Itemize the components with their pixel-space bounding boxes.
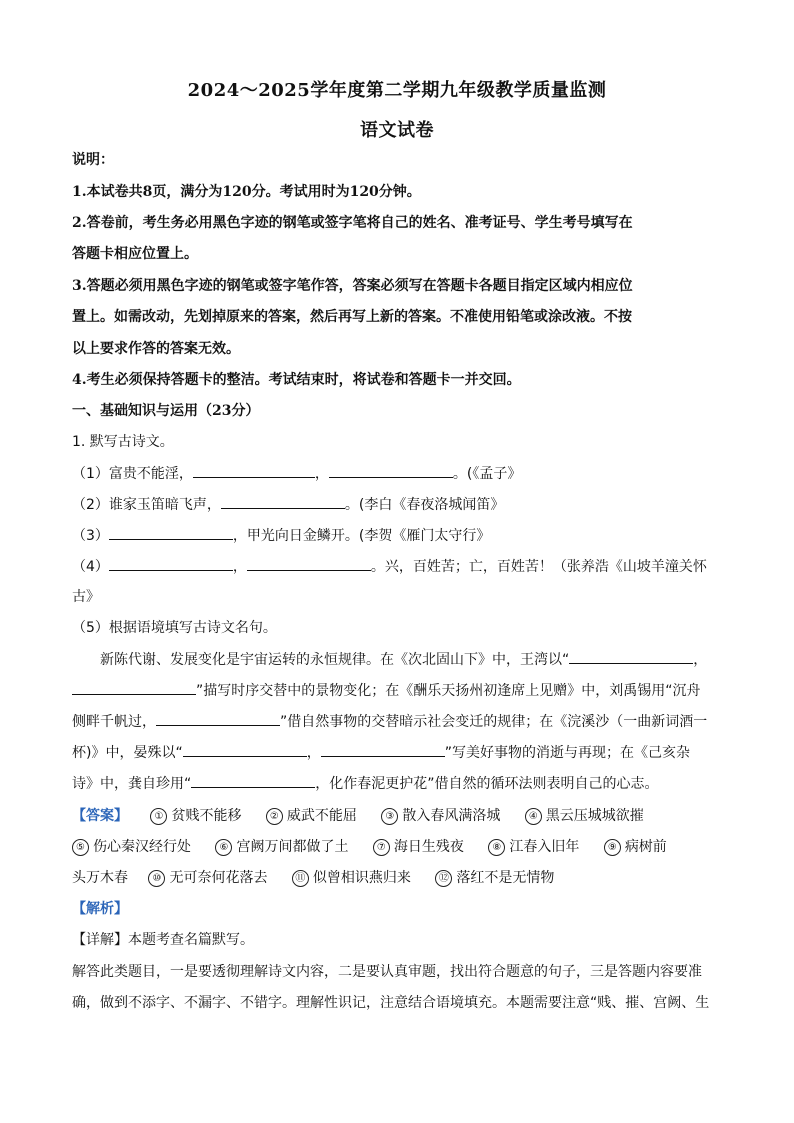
answer-text: 江春入旧年	[509, 839, 580, 855]
passage-text: 新陈代谢、发展变化是宇宙运转的永恒规律。在《次北固山下》中，王湾以“	[100, 652, 570, 668]
question-1-title: 1. 默写古诗文。	[72, 434, 174, 450]
answer-number: ②	[266, 808, 283, 825]
passage-line-3	[72, 711, 722, 732]
section-heading: 一、基础知识与运用（23分）	[72, 403, 260, 419]
analysis-detail: 【详解】本题考查名篇默写。	[72, 932, 254, 948]
q1-4-suffix: 。兴，百姓苦；亡，百姓苦！（张养浩《山坡羊潼关怀	[370, 559, 707, 575]
answer-number: ⑦	[373, 839, 390, 856]
q1-3-prefix: （3）	[72, 528, 109, 544]
passage-line-2	[72, 680, 722, 701]
passage-line-4	[72, 742, 722, 763]
question-1-1	[72, 463, 722, 484]
answer-text: 黑云压城城欲摧	[545, 808, 644, 824]
q1-3-suffix: ，甲光向日金鳞开。(李贺《雁门太守行》	[232, 528, 491, 544]
passage-text: 侧畔千帆过，	[72, 714, 156, 730]
question-1-5-title: （5）根据语境填写古诗文名句。	[72, 620, 277, 636]
answer-item	[381, 806, 500, 826]
instruction-item-3-line-3: 以上要求作答的答案无效。	[72, 341, 240, 357]
q1-1-prefix: （1）富贵不能淫，	[72, 466, 193, 482]
passage-text: ，化作春泥更护花”借自然的循环法则表明自己的心志。	[315, 776, 659, 792]
passage-text: ”描写时序交替中的景物变化；在《酬乐天扬州初逢席上见赠》中，刘禹锡用“沉舟	[196, 683, 701, 699]
answer-number: ①	[150, 808, 167, 825]
answer-item	[604, 837, 667, 857]
question-1-4-continuation: 古》	[72, 589, 100, 605]
answer-number: ③	[381, 808, 398, 825]
answer-text: 头万木春	[72, 870, 128, 886]
answer-item	[292, 868, 411, 888]
q1-1-suffix: 。(《孟子》	[452, 466, 522, 482]
answer-number: ⑤	[72, 839, 89, 856]
answer-item	[435, 868, 554, 888]
answer-item	[150, 806, 241, 826]
answer-number: ⑩	[148, 870, 165, 887]
answer-blank	[569, 649, 693, 664]
passage-text: ”借自然事物的交替暗示社会变迁的规律；在《浣溪沙（一曲新词酒一	[280, 714, 708, 730]
instruction-item-1: 1.本试卷共8页，满分为120分。考试用时为120分钟。	[72, 184, 421, 200]
answer-blank	[183, 742, 307, 757]
question-1-4	[72, 556, 722, 577]
q1-1-separator: ，	[314, 466, 329, 482]
answer-blank	[109, 525, 233, 540]
answer-blank	[247, 556, 371, 571]
q1-2-suffix: 。(李白《春夜洛城闻笛》	[344, 497, 505, 513]
answer-item	[525, 806, 644, 826]
instruction-item-3-line-2: 置上。如需改动，先划掉原来的答案，然后再写上新的答案。不准使用铅笔或涂改液。不按	[72, 309, 632, 325]
answer-text: 病树前	[624, 839, 667, 855]
answer-number: ⑨	[604, 839, 621, 856]
answer-number: ⑧	[488, 839, 505, 856]
q1-2-prefix: （2）谁家玉笛暗飞声，	[72, 497, 221, 513]
exam-subtitle: 语文试卷	[360, 120, 434, 141]
answer-number: ⑪	[292, 870, 309, 887]
exam-title: 2024～2025学年度第二学期九年级教学质量监测	[187, 80, 607, 101]
answer-number: ④	[525, 808, 542, 825]
answer-item	[148, 868, 267, 888]
answer-number: ⑫	[435, 870, 452, 887]
question-1-2	[72, 494, 722, 515]
analysis-line-2: 确，做到不添字、不漏字、不错字。理解性识记，注意结合语境填充。本题需要注意“贱、摧、宫阙、生	[72, 995, 710, 1011]
answer-blank	[221, 494, 345, 509]
answer-label: 【答案】	[72, 808, 128, 824]
passage-text: ，	[693, 652, 708, 668]
answer-blank	[156, 711, 280, 726]
answer-item	[215, 837, 348, 857]
answer-text: 海日生残夜	[393, 839, 464, 855]
instruction-item-2-line-2: 答题卡相应位置上。	[72, 246, 198, 262]
q1-4-separator: ，	[232, 559, 247, 575]
answer-blank	[191, 773, 315, 788]
answer-item	[266, 806, 357, 826]
answer-line-1	[72, 806, 722, 826]
answer-text: 似曾相识燕归来	[312, 870, 411, 886]
answer-text: 伤心秦汉经行处	[93, 839, 191, 855]
instructions-heading: 说明：	[72, 152, 114, 168]
answer-text: 宫阙万间都做了土	[236, 839, 349, 855]
answer-text: 散入春风满洛城	[402, 808, 501, 824]
passage-line-5	[72, 773, 722, 794]
passage-text: ，	[306, 745, 321, 761]
answer-blank	[193, 463, 315, 478]
passage-text: 诗》中，龚自珍用“	[72, 776, 192, 792]
answer-number: ⑥	[215, 839, 232, 856]
question-1-3	[72, 525, 722, 546]
answer-item	[488, 837, 579, 857]
answer-blank	[72, 680, 196, 695]
answer-line-3	[72, 868, 722, 888]
answer-blank	[321, 742, 445, 757]
answer-text: 无可奈何花落去	[169, 870, 268, 886]
passage-text: 杯)》中，晏殊以“	[72, 745, 183, 761]
instruction-item-2-line-1: 2.答卷前，考生务必用黑色字迹的钢笔或签字笔将自己的姓名、准考证号、学生考号填写在	[72, 215, 633, 231]
analysis-line-1: 解答此类题目，一是要透彻理解诗文内容，二是要认真审题，找出符合题意的句子，三是答题内容要准	[72, 964, 702, 980]
answer-item	[373, 837, 464, 857]
passage-line-1	[72, 649, 722, 670]
answer-blank	[329, 463, 453, 478]
answer-line-2	[72, 837, 722, 857]
analysis-label: 【解析】	[72, 901, 128, 917]
passage-text: ”写美好事物的消逝与再现；在《己亥杂	[444, 745, 690, 761]
answer-blank	[109, 556, 233, 571]
answer-text: 威武不能屈	[286, 808, 357, 824]
q1-4-prefix: （4）	[72, 559, 109, 575]
instruction-item-3-line-1: 3.答题必须用黑色字迹的钢笔或签字笔作答，答案必须写在答题卡各题目指定区域内相应位	[72, 278, 633, 294]
answer-text: 贫贱不能移	[171, 808, 242, 824]
instruction-item-4: 4.考生必须保持答题卡的整洁。考试结束时，将试卷和答题卡一并交回。	[72, 372, 521, 388]
answer-text: 落红不是无情物	[456, 870, 555, 886]
answer-item	[72, 837, 191, 857]
